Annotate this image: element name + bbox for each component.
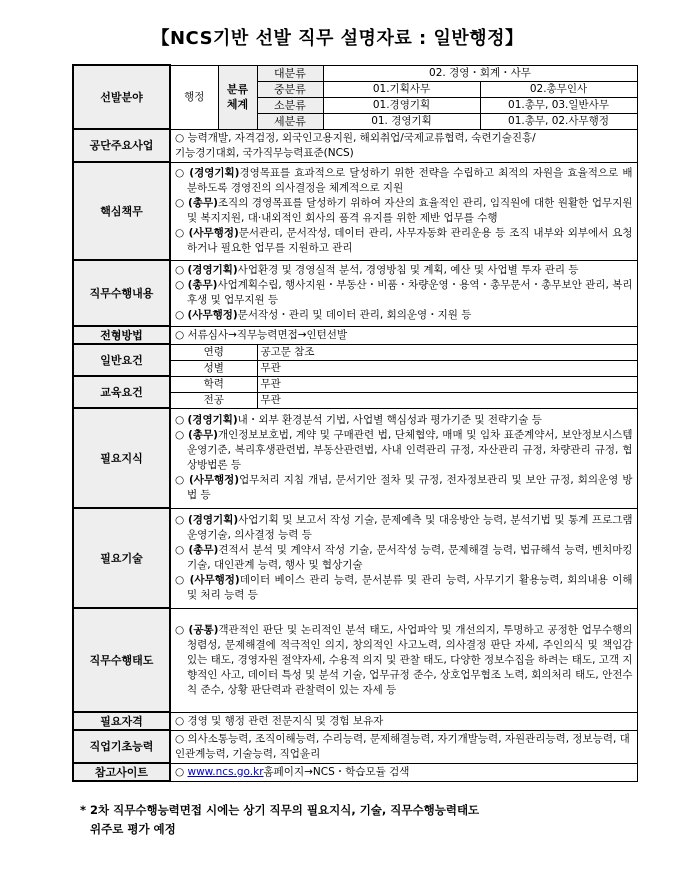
general-key: 연령 xyxy=(170,344,257,360)
note-line-1: * 2차 직무수행능력면접 시에는 상기 직무의 필요지식, 기술, 직무수행능력태도 xyxy=(80,803,480,817)
item-text: 경영목표를 효과적으로 달성하기 위한 전략을 수립하고 최적의 자원을 효율적으로 배분하도록 경영진의 의사결정을 체계적으로 지원 xyxy=(187,167,633,194)
class-label: 분류 체계 xyxy=(218,65,257,129)
general-label: 일반요건 xyxy=(73,344,170,376)
item-text: 문서관리, 문서작성, 데이터 관리, 사무자동화 관리운용 등 조직 내부와 외부에서 요청하거나 필요한 업무를 지원하고 관리 xyxy=(187,227,633,254)
item-tag: (총무) xyxy=(188,197,218,209)
qual-text: ○ 경영 및 행정 관련 전문지식 및 경험 보유자 xyxy=(170,712,637,730)
list-item: ○ (사무행정)문서관리, 문서작성, 데이터 관리, 사무자동화 관리운용 등 조직 내부와 외부에서 요청하거나 필요한 업무를 지원하고 관리 xyxy=(175,227,633,254)
ncs-link[interactable]: www.ncs.go.kr xyxy=(187,765,264,778)
class-level: 소분류 xyxy=(257,97,323,113)
item-tag: (경영기획) xyxy=(187,264,238,276)
attitude-list xyxy=(170,608,637,712)
list-item: ○ (경영기획)경영목표를 효과적으로 달성하기 위한 전략을 수립하고 최적의 자원을 효율적으로 배분하도록 경영진의 의사결정을 체계적으로 지원 xyxy=(175,167,633,194)
class-level: 중분류 xyxy=(257,81,323,97)
knowledge-list xyxy=(170,408,637,508)
knowledge-label: 필요지식 xyxy=(73,408,170,508)
item-text: 업무처리 지침 개념, 문서기안 절차 및 규정, 전자정보관리 및 보안 규정, 회의운영 방법 등 xyxy=(187,474,633,501)
item-text: 내・외부 환경분석 기법, 사업별 핵심성과 평가기준 및 전략기술 등 xyxy=(237,414,542,426)
list-item: ○ (총무)개인정보보호법, 계약 및 구매관련 법, 단체협약, 매매 및 임차 표준계약서, 보안정보시스템 운영기준, 복리후생관련법, 부동산관련법, 사내 인력관리 규정, 자산관리 규정, 차량관리 규정, 협상방법론 등 xyxy=(175,429,633,471)
list-item: ○ (사무행정)문서작성・관리 및 데이터 관리, 회의운영・지원 등 xyxy=(175,309,472,321)
item-tag: (사무행정) xyxy=(187,309,238,321)
ref-prefix: ○ xyxy=(175,765,188,778)
item-tag: (경영기획) xyxy=(187,414,238,426)
item-tag: (총무) xyxy=(187,279,218,291)
edu-value: 무관 xyxy=(257,376,637,392)
ref-cell xyxy=(170,763,637,781)
field-value: 행정 xyxy=(170,65,218,129)
class-value: 01.총무, 03.일반사무 xyxy=(480,97,637,113)
general-key: 성별 xyxy=(170,360,257,376)
evaluation-note xyxy=(80,801,479,839)
job-description-table xyxy=(72,64,638,782)
list-item: ○ (사무행정)업무처리 지침 개념, 문서기안 절차 및 규정, 전자정보관리 및 보안 규정, 회의운영 방법 등 xyxy=(175,474,633,501)
item-tag: (경영기획) xyxy=(189,167,240,179)
item-text: 사업환경 및 경영실적 분석, 경영방침 및 계획, 예산 및 사업별 투자 관리 등 xyxy=(237,264,579,276)
screening-text: ○ 서류심사→직무능력면접→인턴선발 xyxy=(170,326,637,344)
general-value: 무관 xyxy=(257,360,637,376)
ref-suffix: 홈페이지→NCS・학습모듈 검색 xyxy=(263,765,410,778)
field-label: 선발분야 xyxy=(73,65,170,129)
item-tag: (사무행정) xyxy=(188,227,239,239)
class-value: 01.총무, 02.사무행정 xyxy=(480,113,637,129)
business-label: 공단주요사업 xyxy=(73,129,170,162)
item-tag: (사무행정) xyxy=(188,474,240,486)
basic-text: ○ 의사소통능력, 조직이해능력, 수리능력, 문제해결능력, 자기개발능력, 자원관리능력, 정보능력, 대인관계능력, 기술능력, 직업윤리 xyxy=(170,730,637,763)
item-text: 개인정보보호법, 계약 및 구매관련 법, 단체협약, 매매 및 임차 표준계약서, 보안정보시스템 운영기준, 복리후생관련법, 부동산관련법, 사내 인력관리 규정, 자산관리 규정, 차량관리 규정, 협상방법론 등 xyxy=(187,429,633,471)
edu-key: 학력 xyxy=(170,376,257,392)
item-tag: (총무) xyxy=(188,429,218,441)
item-tag: (공통) xyxy=(188,623,219,636)
duty-label: 핵심책무 xyxy=(73,162,170,260)
item-text: 객관적인 판단 및 논리적인 분석 태도, 사업파악 및 개선의지, 투명하고 공정한 업무수행의 청렴성, 문제해결에 적극적인 의지, 창의적인 사고노력, 의사결정 판단 자세, 주인의식 및 책임감 있는 태도, 경영자원 절약자세, 수용적 의지 및 관찰 태도, 다양한 정보수집을 하려는 태도, 고객 지향적인 사고, 데이터 특성 및 분석 기술, 업무규정 준수, 상호업무협조 노력, 회의처리 태도, 안전수칙 준수, 상황 판단력과 관찰력이 있는 자세 등 xyxy=(187,623,633,696)
qual-label: 필요자격 xyxy=(73,712,170,730)
list-item: ○ (총무)견적서 분석 및 계약서 작성 기술, 문서작성 능력, 문제해결 능력, 법규해석 능력, 벤치마킹 기술, 대인관계 능력, 행사 및 협상기술 xyxy=(175,544,633,571)
list-item: ○ (경영기획)내・외부 환경분석 기법, 사업별 핵심성과 평가기준 및 전략기술 등 xyxy=(175,414,542,426)
list-item: ○ (사무행정)데이터 베이스 관리 능력, 문서분류 및 관리 능력, 사무기기 활용능력, 회의내용 이해 및 처리 능력 등 xyxy=(175,574,633,601)
item-text: 조직의 경영목표를 달성하기 위하여 자산의 효율적인 관리, 임직원에 대한 원활한 업무지원 및 복지지원, 대·내외적인 회사의 품격 유지를 위한 제반 업무를 수행 xyxy=(187,197,633,224)
item-text: 사업기획 및 보고서 작성 기술, 문제예측 및 대응방안 능력, 분석기법 및 통계 프로그램 운영기술, 의사결정 능력 등 xyxy=(187,514,633,541)
class-value: 01.기획사무 xyxy=(323,81,480,97)
item-text: 데이터 베이스 관리 능력, 문서분류 및 관리 능력, 사무기기 활용능력, 회의내용 이해 및 처리 능력 등 xyxy=(187,574,633,601)
list-item: ○ (총무)조직의 경영목표를 달성하기 위하여 자산의 효율적인 관리, 임직원에 대한 원활한 업무지원 및 복지지원, 대·내외적인 회사의 품격 유지를 위한 제반 업무를 수행 xyxy=(175,197,633,224)
edu-key: 전공 xyxy=(170,392,257,408)
item-text: 문서작성・관리 및 데이터 관리, 회의운영・지원 등 xyxy=(237,309,472,321)
attitude-label: 직무수행태도 xyxy=(73,608,170,712)
item-text: 견적서 분석 및 계약서 작성 기술, 문서작성 능력, 문제해결 능력, 법규해석 능력, 벤치마킹 기술, 대인관계 능력, 행사 및 협상기술 xyxy=(187,544,633,571)
list-item: ○ (경영기획)사업기획 및 보고서 작성 기술, 문제예측 및 대응방안 능력, 분석기법 및 통계 프로그램 운영기술, 의사결정 능력 등 xyxy=(175,514,633,541)
skill-list xyxy=(170,508,637,608)
class-value: 01.경영기획 xyxy=(323,97,480,113)
edu-value: 무관 xyxy=(257,392,637,408)
item-tag: (사무행정) xyxy=(189,574,240,586)
edu-label: 교육요건 xyxy=(73,376,170,408)
list-item: ○ (경영기획)사업환경 및 경영실적 분석, 경영방침 및 계획, 예산 및 사업별 투자 관리 등 xyxy=(175,264,579,276)
note-line-2: 위주로 평가 예정 xyxy=(90,822,176,836)
ref-label: 참고사이트 xyxy=(73,763,170,781)
work-label: 직무수행내용 xyxy=(73,260,170,326)
class-value: 01. 경영기획 xyxy=(323,113,480,129)
item-tag: (총무) xyxy=(188,544,219,556)
class-level: 세분류 xyxy=(257,113,323,129)
skill-label: 필요기술 xyxy=(73,508,170,608)
screening-label: 전형방법 xyxy=(73,326,170,344)
business-text: ○ 능력개발, 자격검정, 외국인고용지원, 해외취업/국제교류협력, 숙련기술진흥/ 기능경기대회, 국가직무능력표준(NCS) xyxy=(170,129,637,162)
item-tag: (경영기획) xyxy=(187,514,239,526)
list-item: ○ (공통)객관적인 판단 및 논리적인 분석 태도, 사업파악 및 개선의지, 투명하고 공정한 업무수행의 청렴성, 문제해결에 적극적인 의지, 창의적인 사고노력, 의사결정 판단 자세, 주인의식 및 책임감 있는 태도, 경영자원 절약자세, 수용적 의지 및 관찰 태도, 다양한 정보수집을 하려는 태도, 고객 지향적인 사고, 데이터 특성 및 분석 기술, 업무규정 준수, 상호업무협조 노력, 회의처리 태도, 안전수칙 준수, 상황 판단력과 관찰력이 있는 자세 등 xyxy=(175,623,633,696)
class-value: 02. 경영・회계・사무 xyxy=(323,65,637,81)
page-title: 【NCS기반 선발 직무 설명자료 : 일반행정】 xyxy=(151,28,524,49)
work-list xyxy=(170,260,637,326)
basic-label: 직업기초능력 xyxy=(73,730,170,763)
class-value: 02.총무인사 xyxy=(480,81,637,97)
item-text: 사업계획수립, 행사지원・부동산・비품・차량운영・용역・총무문서・총무보안 관리, 복리후생 및 업무지원 등 xyxy=(187,279,633,306)
class-level: 대분류 xyxy=(257,65,323,81)
list-item: ○ (총무)사업계획수립, 행사지원・부동산・비품・차량운영・용역・총무문서・총무보안 관리, 복리후생 및 업무지원 등 xyxy=(175,279,633,306)
general-value: 공고문 참조 xyxy=(257,344,637,360)
duty-list xyxy=(170,162,637,260)
